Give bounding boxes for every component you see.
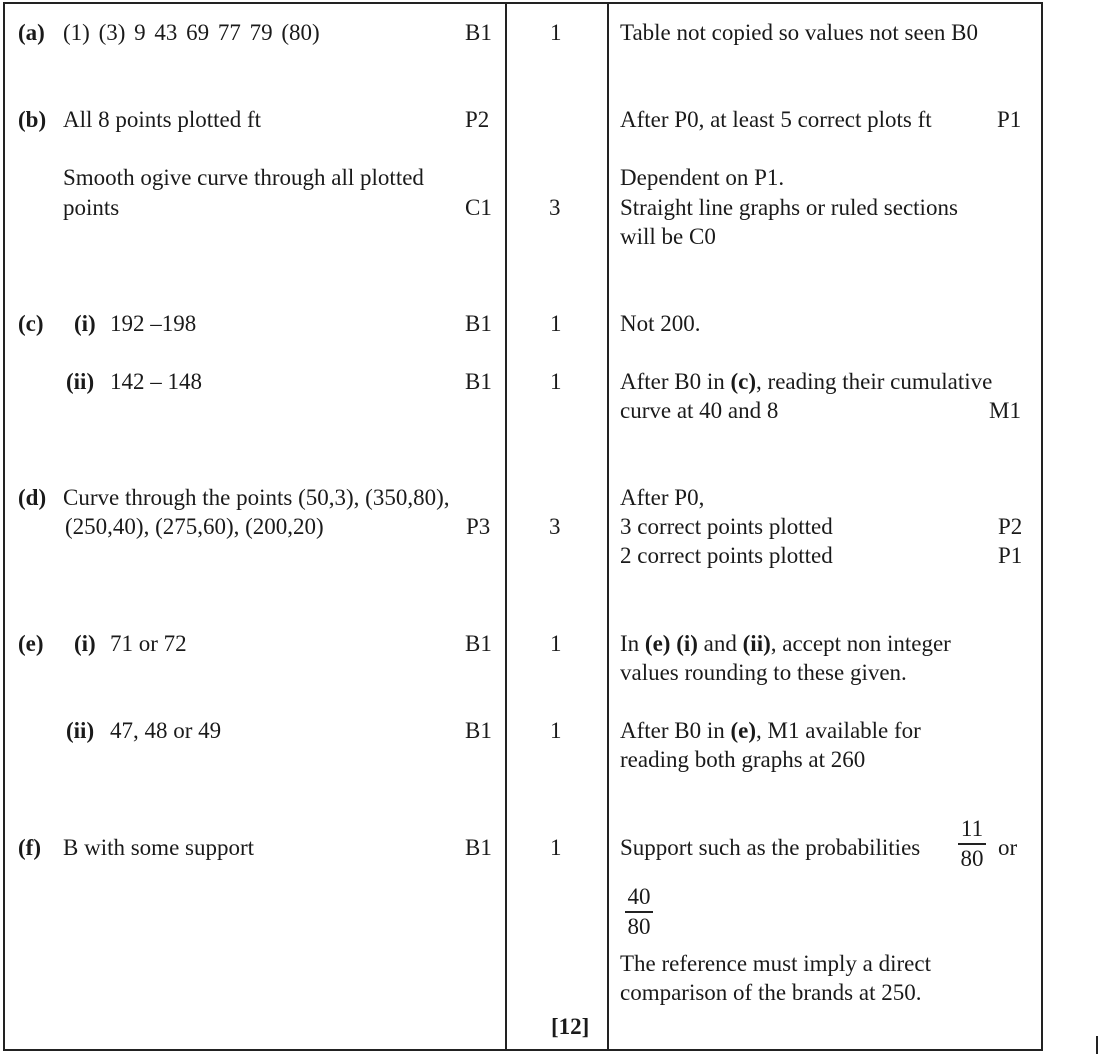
marks-f: 1 [550, 835, 562, 860]
fraction-11-80-denominator: 80 [960, 845, 984, 871]
notes-b-line1: After P0, at least 5 correct plots ft [620, 107, 932, 132]
notes-c-ii-line1: After B0 in (c), reading their cumulative [620, 369, 993, 394]
fraction-bar [625, 911, 653, 913]
answer-e-i: 71 or 72 [110, 631, 187, 656]
notes-d-line3: 2 correct points plotted [620, 543, 833, 568]
sub-label-c-ii: (ii) [66, 369, 95, 394]
fraction-11-80-numerator: 11 [960, 816, 984, 841]
answer-c-ii: 142 – 148 [110, 369, 202, 394]
answer-b-2-line2: points [63, 195, 120, 220]
notes-b-2-line3: will be C0 [620, 224, 716, 249]
part-label-a: (a) [18, 20, 45, 45]
part-label-f: (f) [18, 835, 41, 860]
mark-code-f: B1 [465, 835, 492, 860]
text-cursor-mark [1096, 1036, 1098, 1054]
notes-e-ii-line2: reading both graphs at 260 [620, 747, 866, 772]
notes-c-i: Not 200. [620, 311, 701, 336]
notes-e-i-line2: values rounding to these given. [620, 660, 907, 685]
notes-a: Table not copied so values not seen B0 [620, 20, 979, 45]
sub-label-e-i: (i) [74, 631, 96, 656]
part-label-d: (d) [18, 485, 47, 510]
notes-d-line2: 3 correct points plotted [620, 514, 833, 539]
notes-f-line1: Support such as the probabilities [620, 835, 921, 860]
marks-e-ii: 1 [550, 718, 562, 743]
notes-c-ii-line2: curve at 40 and 8 [620, 398, 779, 423]
notes-f-or: or [998, 835, 1018, 860]
mark-code-e-i: B1 [465, 631, 492, 656]
notes-e-ii-line1: After B0 in (e), M1 available for [620, 718, 921, 743]
part-label-b: (b) [18, 107, 47, 132]
fraction-40-80 [625, 886, 653, 938]
fraction-40-80-numerator: 40 [627, 884, 651, 909]
notes-d-line1: After P0, [620, 485, 705, 510]
marks-e-i: 1 [550, 631, 562, 656]
mark-code-b-2: C1 [465, 195, 492, 220]
answer-b-2-line1: Smooth ogive curve through all plotted [63, 165, 424, 190]
notes-e-i-line1: In (e) (i) and (ii), accept non integer [620, 631, 951, 656]
mark-code-a: B1 [465, 20, 492, 45]
answer-f: B with some support [63, 835, 255, 860]
mark-code-b: P2 [465, 107, 490, 132]
fraction-40-80-denominator: 80 [627, 913, 651, 939]
mark-code-c-ii: B1 [465, 369, 492, 394]
notes-b-line1-mark: P1 [997, 107, 1022, 132]
notes-b-2-line1: Dependent on P1. [620, 165, 785, 190]
answer-a: (1) (3) 9 43 69 77 79 (80) [63, 20, 320, 45]
marks-c-ii: 1 [550, 369, 562, 394]
marks-c-i: 1 [550, 311, 562, 336]
notes-c-ii-mark: M1 [989, 398, 1021, 423]
answer-d-line2: (250,40), (275,60), (200,20) [65, 514, 324, 539]
sub-label-c-i: (i) [74, 311, 96, 336]
notes-d-line3-mark: P1 [998, 543, 1023, 568]
answer-b: All 8 points plotted ft [63, 107, 262, 132]
answer-d-line1: Curve through the points (50,3), (350,80), [63, 485, 450, 510]
column-divider-marks-notes [607, 4, 609, 1049]
notes-d-line2-mark: P2 [998, 514, 1023, 539]
answer-e-ii: 47, 48 or 49 [110, 718, 222, 743]
notes-b-2-line2: Straight line graphs or ruled sections [620, 195, 958, 220]
fraction-bar [958, 843, 986, 845]
notes-f-line3: comparison of the brands at 250. [620, 980, 922, 1005]
mark-code-c-i: B1 [465, 311, 492, 336]
total-marks: [12] [551, 1014, 590, 1039]
answer-c-i: 192 –198 [110, 311, 197, 336]
notes-f-line2: The reference must imply a direct [620, 951, 931, 976]
column-divider-answer-marks [505, 4, 507, 1049]
part-label-e: (e) [18, 631, 44, 656]
part-label-c: (c) [18, 311, 44, 336]
marks-b: 3 [549, 195, 561, 220]
marks-d: 3 [549, 514, 561, 539]
marks-a: 1 [550, 20, 562, 45]
fraction-11-80 [958, 818, 986, 870]
mark-code-e-ii: B1 [465, 718, 492, 743]
mark-code-d: P3 [466, 514, 491, 539]
sub-label-e-ii: (ii) [66, 718, 95, 743]
